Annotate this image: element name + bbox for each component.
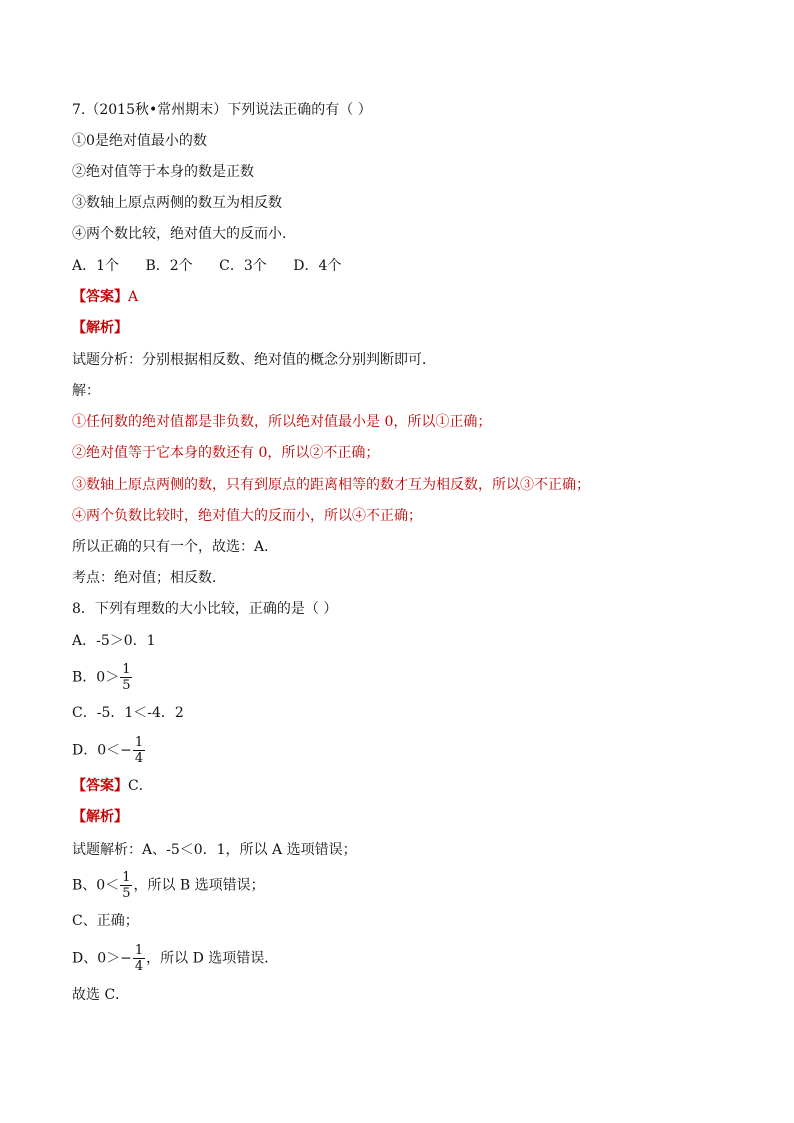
q7-title: 7.（2015秋•常州期末）下列说法正确的有（ ） [72,102,372,118]
q7-reason-3: ③数轴上原点两侧的数，只有到原点的距离相等的数才互为相反数，所以③不正确； [72,477,590,493]
q7-option-a: A．1个 [72,258,120,274]
q8-analysis-4-fraction [133,943,145,974]
fraction-denominator: 5 [122,886,131,901]
q8-option-b-text: B．0＞ [72,669,120,686]
q7-statement-1: ①0是绝对值最小的数 [72,133,207,149]
q7-statement-3: ③数轴上原点两侧的数互为相反数 [72,195,282,211]
q8-analysis-2-fraction [120,870,132,901]
q8-option-d [72,735,146,766]
q7-statement-2: ②绝对值等于本身的数是正数 [72,164,254,180]
q7-conclusion: 所以正确的只有一个，故选：A． [72,539,279,555]
q7-option-c: C．3个 [219,258,267,274]
q8-analysis-2-text: B、0＜ [72,877,120,894]
q7-solve-label: 解： [72,383,100,399]
fraction-numerator: 1 [134,735,144,750]
q8-option-b-fraction [120,662,132,693]
q7-answer-value: A [128,289,139,305]
q8-answer [72,776,153,796]
q8-option-d-text: D．0＜− [72,742,132,759]
q8-answer-value: C． [128,778,153,794]
q8-analysis-1: 试题解析：A、-5＜0．1，所以 A 选项错误； [72,842,357,858]
q7-reason-1: ①任何数的绝对值都是非负数，所以绝对值最小是 0，所以①正确； [72,414,492,430]
fraction-numerator: 1 [122,662,131,677]
q7-answer-label: 【答案】 [72,289,128,305]
q7-option-d: D．4个 [293,258,342,274]
q8-analysis-2 [72,870,265,901]
fraction-numerator: 1 [122,870,131,885]
q7-statement-4: ④两个数比较，绝对值大的反而小. [72,226,287,242]
q8-final: 故选 C． [72,987,130,1003]
q8-analysis-3: C、正确； [72,913,139,929]
q8-analysis-4-text: D、0＞− [72,950,132,967]
q8-analysis-label: 【解析】 [72,809,128,825]
q7-option-b: B．2个 [145,258,193,274]
q7-knowledge-points: 考点：绝对值；相反数． [72,570,226,586]
q8-analysis-4-suffix: ，所以 D 选项错误． [146,950,279,967]
q7-options [72,256,363,276]
q8-analysis-2-suffix: ，所以 B 选项错误； [133,877,265,894]
fraction-denominator: 5 [122,678,131,693]
fraction-denominator: 4 [134,751,144,766]
q8-option-c: C．-5．1＜-4．2 [72,705,184,721]
q7-analysis: 试题分析：分别根据相反数、绝对值的概念分别判断即可． [72,352,436,368]
q8-title: 8．下列有理数的大小比较，正确的是（ ） [72,601,338,617]
q7-answer [72,287,138,307]
q8-option-a: A．-5＞0．1 [72,633,156,649]
fraction-denominator: 4 [134,959,144,974]
q8-option-b [72,662,133,693]
fraction-numerator: 1 [134,943,144,958]
q8-analysis-4 [72,943,278,974]
q7-reason-2: ②绝对值等于它本身的数还有 0，所以②不正确； [72,445,380,461]
q8-answer-label: 【答案】 [72,778,128,794]
q7-reason-4: ④两个负数比较时，绝对值大的反而小，所以④不正确； [72,508,422,524]
q7-analysis-label: 【解析】 [72,320,128,336]
q8-option-d-fraction [133,735,145,766]
